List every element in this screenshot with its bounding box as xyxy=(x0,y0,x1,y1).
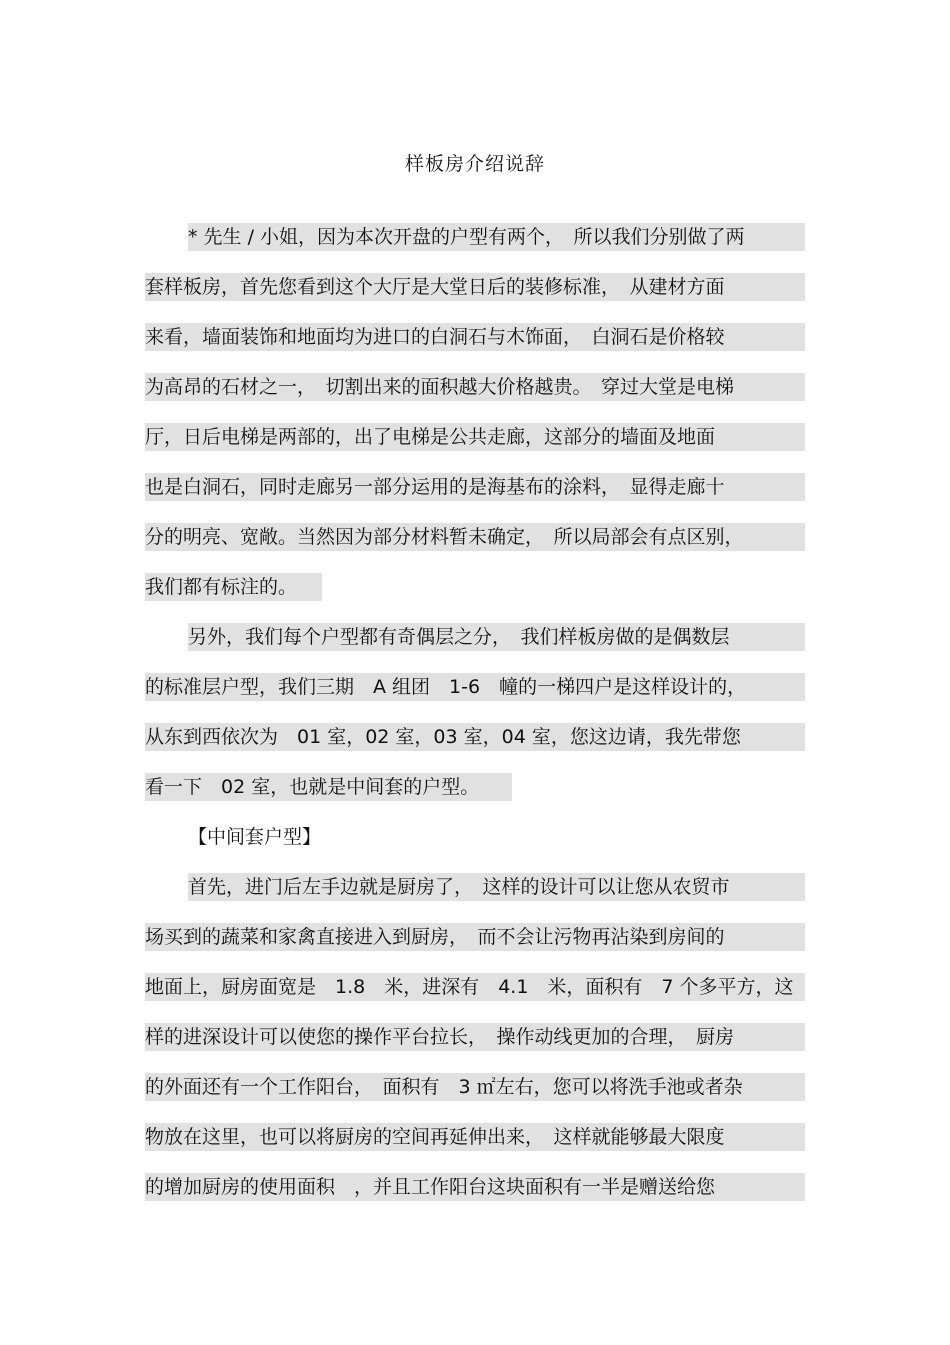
text-line: 样的进深设计可以使您的操作平台拉长， 操作动线更加的合理， 厨房 xyxy=(145,1023,805,1051)
text-line: * 先生 / 小姐，因为本次开盘的户型有两个， 所以我们分别做了两 xyxy=(188,223,805,251)
text-line: 我们都有标注的。 xyxy=(145,573,322,601)
text-line: 从东到西依次为 01 室，02 室，03 室，04 室，您这边请，我先带您 xyxy=(145,723,805,751)
text-line: 看一下 02 室，也就是中间套的户型。 xyxy=(145,773,512,801)
section-heading: 【中间套户型】 xyxy=(188,826,322,848)
document-title: 样板房介绍说辞 xyxy=(404,153,545,175)
text-line: 的标准层户型，我们三期 A 组团 1-6 幢的一梯四户是这样设计的， xyxy=(145,673,805,701)
text-line: 另外，我们每个户型都有奇偶层之分， 我们样板房做的是偶数层 xyxy=(188,623,805,651)
text-line: 也是白洞石，同时走廊另一部分运用的是海基布的涂料， 显得走廊十 xyxy=(145,473,805,501)
text-line: 地面上，厨房面宽是 1.8 米，进深有 4.1 米，面积有 7 个多平方，这 xyxy=(145,973,805,1001)
text-line: 物放在这里，也可以将厨房的空间再延伸出来， 这样就能够最大限度 xyxy=(145,1123,805,1151)
text-line: 为高昂的石材之一， 切割出来的面积越大价格越贵。 穿过大堂是电梯 xyxy=(145,373,805,401)
text-line: 分的明亮、宽敞。当然因为部分材料暂未确定， 所以局部会有点区别， xyxy=(145,523,805,551)
text-line: 场买到的蔬菜和家禽直接进入到厨房， 而不会让污物再沾染到房间的 xyxy=(145,923,805,951)
text-line: 套样板房，首先您看到这个大厅是大堂日后的装修标准， 从建材方面 xyxy=(145,273,805,301)
text-line: 厅，日后电梯是两部的，出了电梯是公共走廊，这部分的墙面及地面 xyxy=(145,423,805,451)
text-line: 首先，进门后左手边就是厨房了， 这样的设计可以让您从农贸市 xyxy=(188,873,805,901)
text-line: 来看，墙面装饰和地面均为进口的白洞石与木饰面， 白洞石是价格较 xyxy=(145,323,805,351)
text-line: 的增加厨房的使用面积 ，并且工作阳台这块面积有一半是赠送给您 xyxy=(145,1173,805,1201)
text-line: 的外面还有一个工作阳台， 面积有 3 ㎡左右，您可以将洗手池或者杂 xyxy=(145,1073,805,1101)
